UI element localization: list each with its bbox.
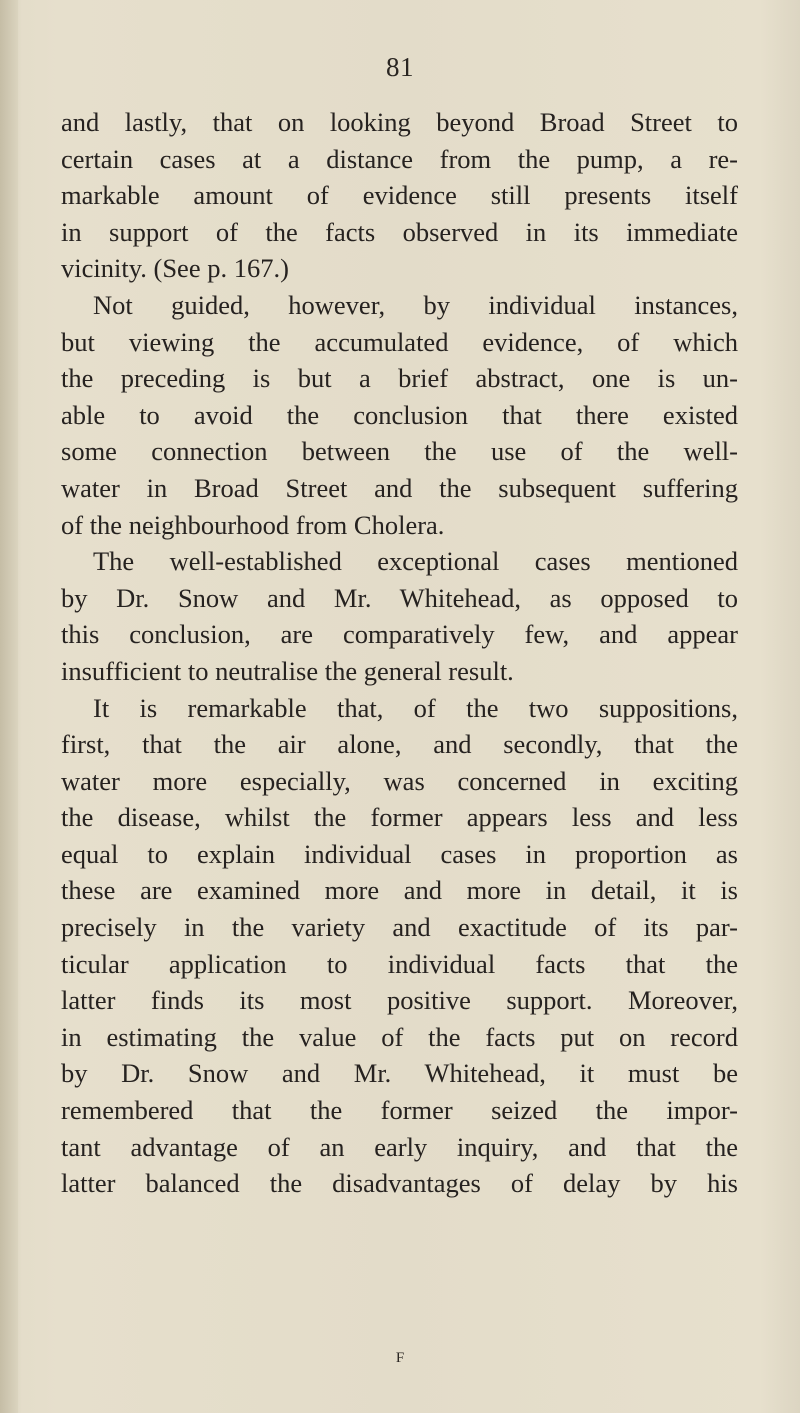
text-line: It is remarkable that, of the two suppositions,	[93, 692, 738, 723]
text-line: Not guided, however, by individual instances,	[93, 289, 738, 320]
text-line: and lastly, that on looking beyond Broad Street to	[61, 107, 738, 137]
text-line: water in Broad Street and the subsequent suffering	[61, 472, 738, 503]
text-line: by Dr. Snow and Mr. Whitehead, as opposed to	[61, 582, 738, 613]
text-line: the preceding is but a brief abstract, one is un-	[61, 363, 738, 394]
text-line: vicinity. (See p. 167.)	[61, 253, 289, 284]
text-line: but viewing the accumulated evidence, of which	[61, 326, 738, 357]
text-line: precisely in the variety and exactitude of its par-	[61, 912, 738, 943]
text-line: by Dr. Snow and Mr. Whitehead, it must be	[61, 1058, 738, 1089]
text-line: able to avoid the conclusion that there existed	[61, 399, 738, 430]
text-line: first, that the air alone, and secondly, that the	[61, 729, 738, 760]
text-line: remembered that the former seized the impor-	[61, 1095, 738, 1126]
text-line: in estimating the value of the facts put on record	[61, 1021, 738, 1052]
text-line: latter finds its most positive support. Moreover,	[61, 985, 738, 1016]
text-line: equal to explain individual cases in proportion as	[61, 838, 738, 869]
text-line: this conclusion, are comparatively few, and appear	[61, 619, 738, 650]
page-number: 81	[386, 52, 414, 82]
signature-mark: F	[395, 1350, 405, 1366]
text-line: some connection between the use of the well-	[61, 436, 738, 467]
body-text	[61, 104, 738, 1202]
text-line: water more especially, was concerned in exciting	[61, 765, 738, 796]
text-line: markable amount of evidence still presents itself	[61, 180, 738, 211]
text-line: the disease, whilst the former appears less and less	[61, 802, 738, 833]
text-line: these are examined more and more in detail, it is	[61, 875, 738, 906]
text-line: of the neighbourhood from Cholera.	[61, 509, 445, 540]
text-line: tant advantage of an early inquiry, and that the	[61, 1131, 738, 1162]
text-line: in support of the facts observed in its immediate	[61, 216, 738, 247]
text-line: latter balanced the disadvantages of delay by his	[61, 1168, 738, 1199]
text-line: ticular application to individual facts that the	[61, 948, 738, 979]
text-line: insufficient to neutralise the general result.	[61, 655, 514, 686]
text-line: The well-established exceptional cases mentioned	[93, 546, 738, 577]
text-line: certain cases at a distance from the pump, a re-	[61, 143, 738, 174]
